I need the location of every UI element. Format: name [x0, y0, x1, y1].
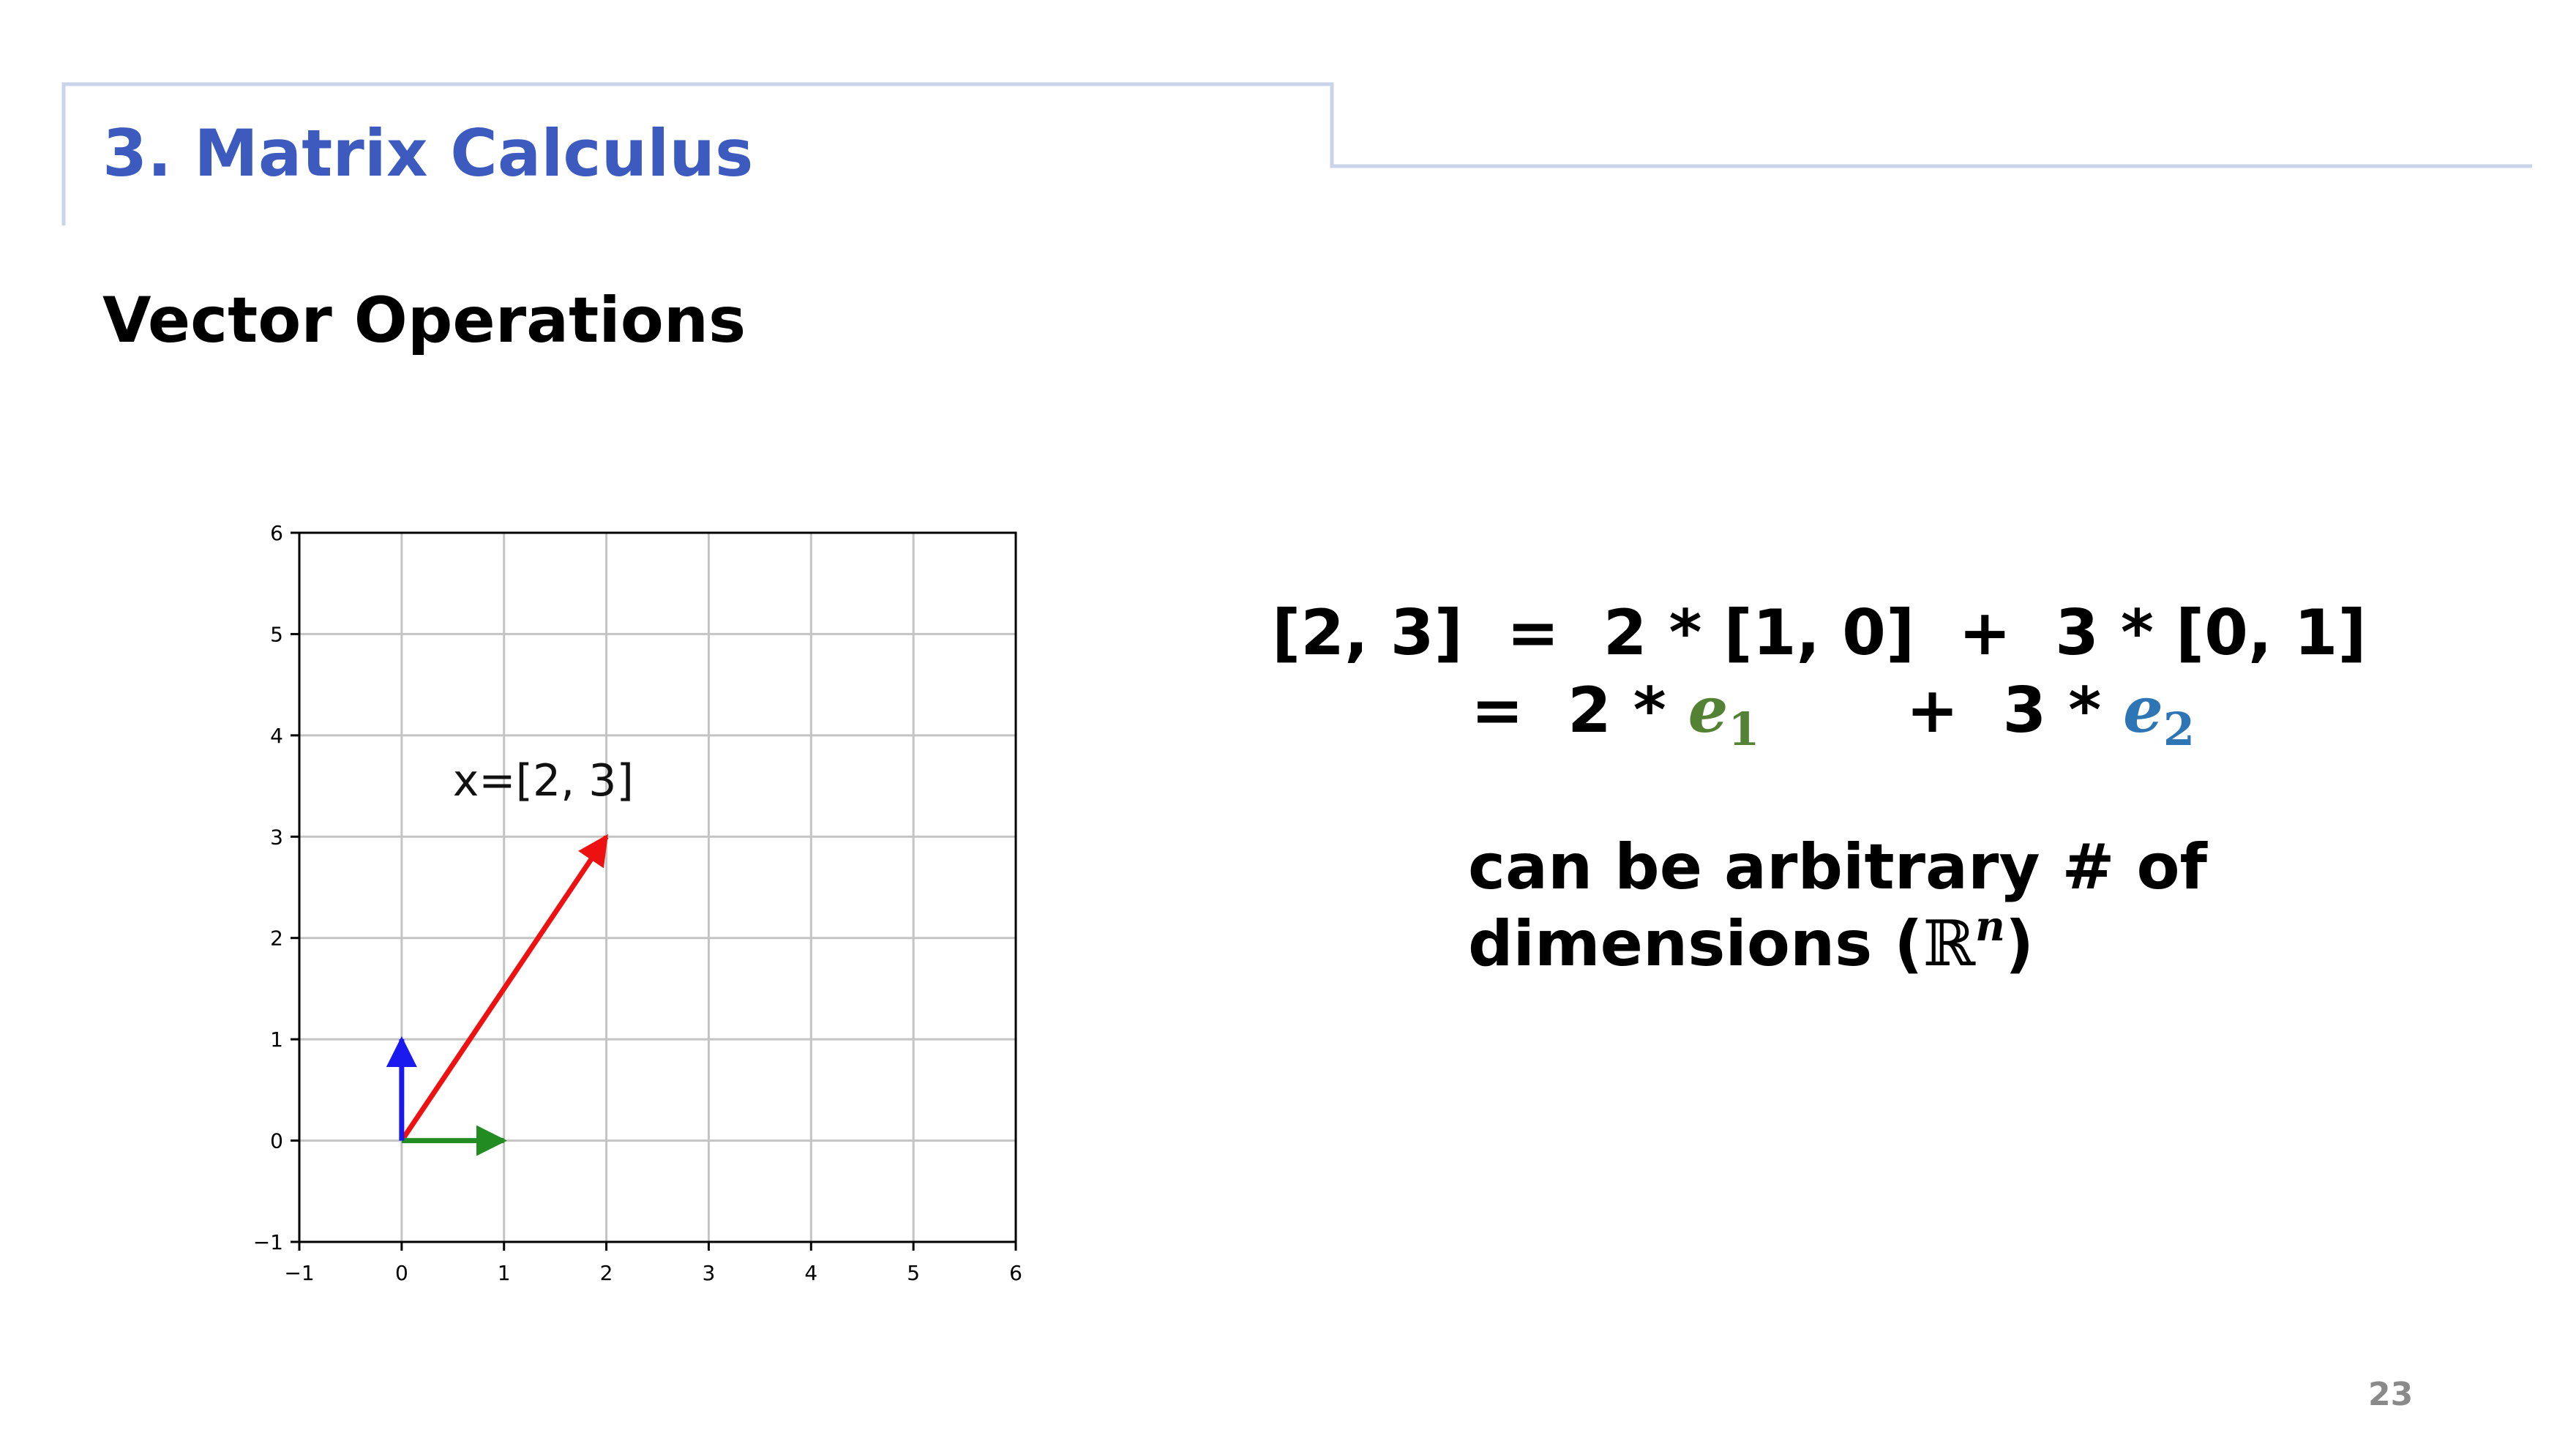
x-tick-label: 0 [394, 1261, 408, 1285]
dimension-superscript: n [1975, 902, 2005, 951]
x-tick-label: −1 [284, 1261, 315, 1285]
y-tick-label: 2 [270, 926, 283, 951]
y-tick-label: 4 [270, 723, 283, 748]
y-tick-label: −1 [252, 1230, 283, 1254]
section-subtitle: Vector Operations [102, 284, 746, 357]
e1-base: e [1688, 673, 1729, 747]
equation-line-2-mid: + 3 * [1906, 674, 2124, 747]
x-tick-label: 1 [497, 1261, 511, 1285]
e1-subscript: 1 [1728, 703, 1760, 756]
real-numbers-symbol: ℝ [1922, 907, 1976, 981]
e1-symbol [1688, 673, 1760, 756]
x-tick-label: 4 [804, 1261, 818, 1285]
chart-annotation: x=[2, 3] [452, 755, 634, 807]
x-tick-label: 2 [599, 1261, 613, 1285]
equation-line-2 [1471, 673, 2195, 756]
e2-symbol [2123, 673, 2195, 756]
y-tick-label: 1 [270, 1027, 283, 1052]
note-line-2-suffix: ) [2004, 907, 2034, 981]
y-tick-label: 3 [270, 825, 283, 850]
chart-ticks [253, 521, 1022, 1285]
y-tick-label: 5 [270, 622, 283, 647]
e2-base: e [2123, 673, 2163, 747]
page-number: 23 [2368, 1376, 2414, 1413]
page-title: 3. Matrix Calculus [102, 116, 754, 191]
x-tick-label: 5 [907, 1261, 921, 1285]
note-line-2 [1468, 902, 2034, 981]
note-line-1: can be arbitrary # of [1468, 831, 2207, 904]
x-tick-label: 3 [702, 1261, 716, 1285]
equation-line-2-prefix: = 2 * [1471, 674, 1688, 747]
equation-line-1: [2, 3] = 2 * [1, 0] + 3 * [0, 1] [1272, 596, 2367, 670]
y-tick-label: 0 [270, 1128, 283, 1153]
e2-subscript: 2 [2163, 703, 2195, 756]
y-tick-label: 6 [270, 521, 283, 545]
x-tick-label: 6 [1009, 1261, 1022, 1285]
note-line-2-prefix: dimensions ( [1468, 907, 1923, 981]
